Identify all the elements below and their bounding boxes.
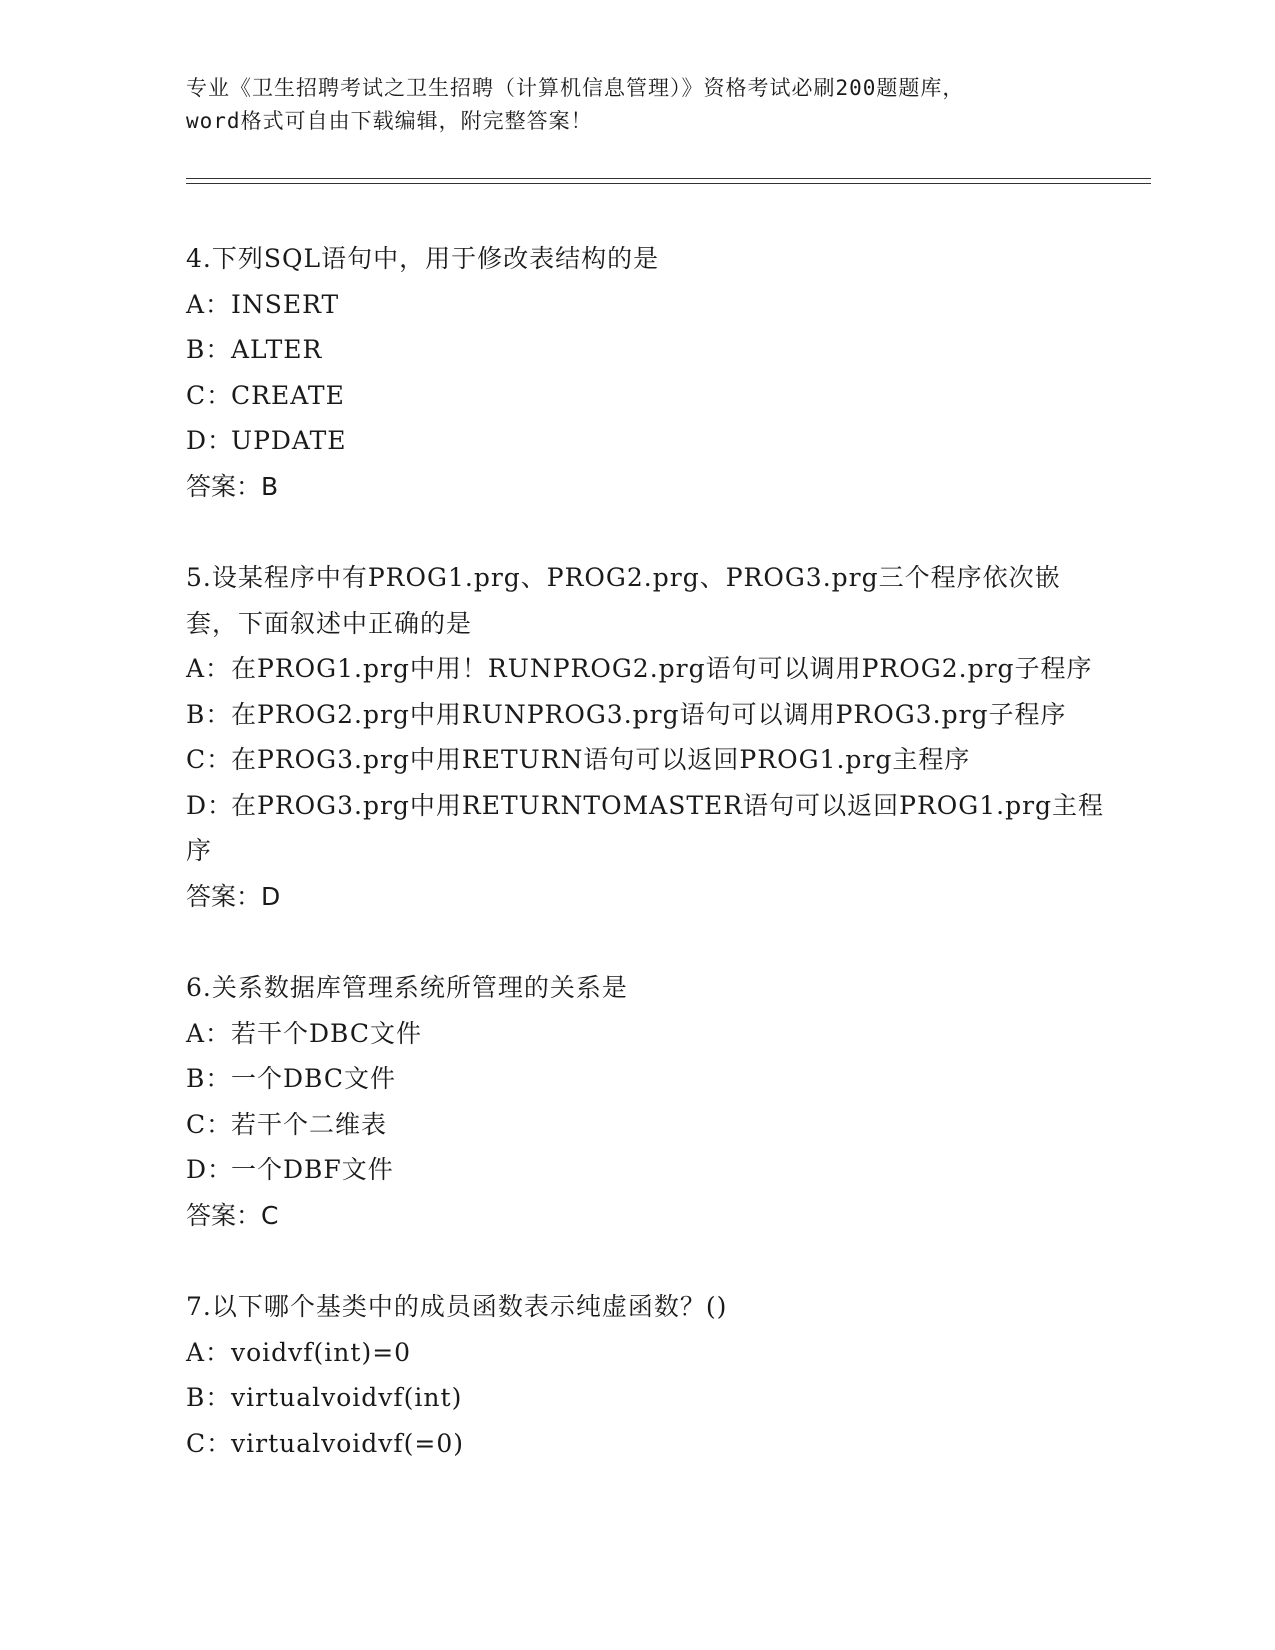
header-divider-top xyxy=(186,178,1151,179)
question-text: 4.下列SQL语句中，用于修改表结构的是 xyxy=(186,244,660,273)
question-7 xyxy=(186,1284,1126,1466)
option-key: C： xyxy=(186,745,233,774)
option-key: C： xyxy=(186,380,233,410)
option-key: A： xyxy=(186,1337,232,1367)
option-text: 一个DBF文件 xyxy=(231,1155,394,1184)
option-key: A： xyxy=(186,289,232,319)
option-key: B： xyxy=(186,1064,232,1093)
option-key: C： xyxy=(186,1428,233,1458)
question-text: 6.关系数据库管理系统所管理的关系是 xyxy=(186,973,628,1002)
question-4 xyxy=(186,236,1126,509)
document-header xyxy=(186,72,1086,138)
option-a xyxy=(186,646,1126,692)
option-b xyxy=(186,1056,1126,1102)
option-text: 若干个DBC文件 xyxy=(231,1018,423,1048)
option-a xyxy=(186,1011,1126,1057)
option-c xyxy=(186,737,1126,783)
header-line-2: word格式可自由下载编辑，附完整答案！ xyxy=(186,109,593,133)
header-line-1: 专业《卫生招聘考试之卫生招聘（计算机信息管理）》资格考试必刷200题题库， xyxy=(186,76,965,100)
option-text: 在PROG1.prg中用！RUNPROG2.prg语句可以调用PROG2.prg子程序 xyxy=(231,654,1093,683)
option-a xyxy=(186,282,1126,328)
option-text: CREATE xyxy=(231,380,345,410)
option-d xyxy=(186,1147,1126,1193)
option-text: UPDATE xyxy=(231,426,347,455)
option-text: 在PROG3.prg中用RETURN语句可以返回PROG1.prg主程序 xyxy=(231,745,971,774)
answer-line: 答案：C xyxy=(186,1200,279,1230)
question-5 xyxy=(186,555,1126,919)
question-6 xyxy=(186,965,1126,1238)
option-d xyxy=(186,783,1126,829)
option-text: 若干个二维表 xyxy=(231,1109,388,1139)
option-c xyxy=(186,373,1126,419)
option-key: A： xyxy=(186,1018,232,1048)
option-key: D： xyxy=(186,426,234,455)
option-d xyxy=(186,418,1126,464)
option-text: voidvf(int)=0 xyxy=(231,1337,412,1367)
answer-line: 答案：D xyxy=(186,881,281,911)
option-key: B： xyxy=(186,699,232,729)
option-text: INSERT xyxy=(231,289,340,319)
question-text: 7.以下哪个基类中的成员函数表示纯虚函数？() xyxy=(186,1292,728,1321)
option-key: D： xyxy=(186,790,234,820)
option-text: 在PROG3.prg中用RETURNTOMASTER语句可以返回PROG1.prg主程 xyxy=(231,790,1105,820)
option-key: B： xyxy=(186,335,232,364)
option-a xyxy=(186,1330,1126,1376)
option-b xyxy=(186,327,1126,373)
option-b xyxy=(186,692,1126,738)
option-key: D： xyxy=(186,1155,234,1184)
option-key: A： xyxy=(186,654,232,683)
option-c xyxy=(186,1421,1126,1467)
option-text: virtualvoidvf(int) xyxy=(231,1383,463,1412)
option-key: B： xyxy=(186,1383,232,1412)
question-list xyxy=(186,236,1126,1512)
option-text: 在PROG2.prg中用RUNPROG3.prg语句可以调用PROG3.prg子程序 xyxy=(231,699,1067,729)
question-text: 5.设某程序中有PROG1.prg、PROG2.prg、PROG3.prg三个程序依次嵌 xyxy=(186,563,1061,592)
option-b xyxy=(186,1375,1126,1421)
option-c xyxy=(186,1102,1126,1148)
option-text: 一个DBC文件 xyxy=(231,1064,397,1093)
option-text: virtualvoidvf(=0) xyxy=(231,1428,465,1458)
option-text: ALTER xyxy=(231,335,323,364)
answer-line: 答案：B xyxy=(186,471,279,501)
option-key: C： xyxy=(186,1109,233,1139)
header-divider-bottom xyxy=(186,183,1151,184)
question-text-continued: 套，下面叙述中正确的是 xyxy=(186,608,473,638)
option-d-continued: 序 xyxy=(186,836,213,865)
